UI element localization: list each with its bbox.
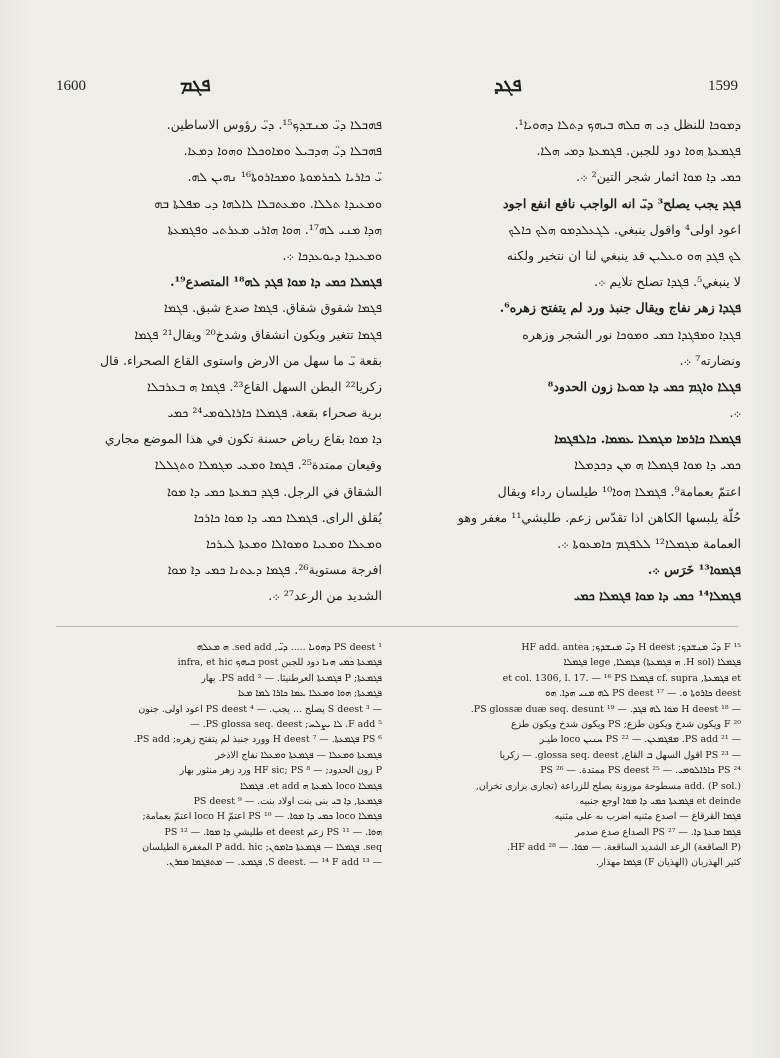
text-line: اعود اولى⁴ واقول ينبغي. ܠܓܥܠܕܡܘ ܗܠܟ ܟܐܠܟ xyxy=(508,221,741,237)
text-line: ܀. xyxy=(729,405,741,421)
text-line: ܗܕܐ ܡܢܝ ܠܗ¹⁷. ܗܘܐ ܗܐܪܝ ܡܥܪܬܝ ܘܦܓܡܥܬܐ xyxy=(167,221,382,237)
text-line xyxy=(415,610,741,612)
footnote-line: deest ܟܐܪܘܬܐ ܘ. — ¹⁷ PS deest ܠܗ ܡܢܝ ܗܕܐ. ܗܘ xyxy=(545,688,741,700)
right-headword: ܦܓܕ xyxy=(494,74,522,96)
left-text-column xyxy=(56,112,382,612)
text-line: وقيعان ممتدة²⁵. ܦܓܡܐ ܘܡܥܝ ܡܓܡܠܐ ܘܬܓܠܠܐ xyxy=(154,457,382,473)
text-line: اعتمّ بعمامة⁹. ܦܓܡܠܐ ܗܘܐ¹⁰ طيلسان رداء ويقال xyxy=(497,483,741,499)
text-line: ܠܟ ܦܓܕ ܗܘ ܘܥܠܝܢ قد ينبغي لنا ان نتخير ولكنه xyxy=(506,247,741,263)
footnote-line: P زون الحدود; — ⁸ HF sic; PS ورد زهر منثور بهار xyxy=(179,765,382,777)
text-line: ܦܓܡܠܐ ܟܐܪܡܐ ܡܓܡܠܐ ܥܡܡܐ. ܟܐܠܦܓܡܐ xyxy=(554,431,741,447)
footnote-line: ²⁴ PS ܟܐܪܐܠܘܡܝ. — ²⁵ PS deest ممتدة. — ²⁶ PS xyxy=(540,765,741,777)
footnote-line: ⁵ F add. ܠܐ ܝܨܠܚ; PS glossa seq. deest. — xyxy=(190,718,382,730)
text-line: ܕܡܘܟܐ للنظل ܕܝ ܗ ܩܠܗ ܒܝܗܟ ܕܬܠܐ ܕܗܘܝܐ¹. xyxy=(514,117,741,132)
text-line: ܘܡܥܝܕܐ ܬܠܠܐ. ܘܡܥܬܒܠܐ ܠܐܠܗܐ ܕܝ ܡܦܠܬܐ ܒܗ xyxy=(154,195,382,211)
text-line: ܦܗܒܠܐ ܕܝ̈ ܗܕܒܝܠ ܘܡܐܘܟܠܐ ܘܗܘܐ ܕܡܥܐ. xyxy=(183,143,382,159)
footnote-line: ܦܓܡܠܐ (H sol. ܗ ܦܓܡܥܬܐ) ܦܓܡܠܐ, lege ܦܓܡܠܐ xyxy=(563,657,741,669)
footnote-line: ܦܓܡܠܐ loco ܟܡܝ ܕܐ ܡܘܐ. — ¹⁰ PS اعتمّ loco H اعتمّ بعمامة; xyxy=(142,811,382,823)
footnote-line: (P الصاقعة) الرعد الشديد الساقعة. — ܡܘܐ. — ²⁸ HF add. xyxy=(507,842,741,854)
footnote-line: — ¹³ S deest. — ¹⁴ F add. ܦܓܡܥ. — ܡܬܦܓܡܐ ܡܘܪܢ. xyxy=(166,857,382,869)
text-line: ܝ̈ ܟܐܪܝܐ ܠܟܪܡܘܬܐ ܘܡܟܐܪܘܬܐ¹⁶ ܢܗܝܢ ܠܗ. xyxy=(187,169,382,185)
text-line: برية صحراء بقعة. ܦܓܡܠܐ ܟܐܪܐܠܘܡܝ²⁴ ܟܡܝ xyxy=(167,405,382,421)
left-headword: ܦܓܡ xyxy=(180,74,211,96)
text-line: ܦܓܡܘܐ¹³ خَرَس ܀. xyxy=(647,562,741,578)
footnote-line: — ²³ PS اقول السهل ܒ القاع, glossa seq. deest. — زكريا xyxy=(499,749,741,761)
footnote-line: ܦܓܡܐ القرقاع — اصدع مثنيه اضرب به على مثنيه xyxy=(554,811,741,823)
footnote-line: add. (P sol.) مسطوحة موزونة يصلح للزراعة (تجارى برارى تخران, xyxy=(475,780,741,792)
text-line: لا ينبغي⁵. ܦܓܕܐ تصلح تلايم ܀. xyxy=(593,274,741,290)
footnote-line: ܦܓܡܥܬܐ ܘܡܥܠܐ — ܦܓܡܥܬܐ ܘܡܥܠܐ نفاج الاذخر xyxy=(215,749,382,761)
text-line: بقعة ܝ̈ ما سهل من الارض واستوى القاع الصحراء. قال xyxy=(100,352,382,368)
footnote-line: ܦܓܡܥܬܐ; ܗܘܐ ܘܡܥܠܐ ܥܡܐ ܟܐܪܐ ܠܡܐ ܡܥܐ xyxy=(237,688,382,700)
text-line: ܦܗܒܠܐ ܕܝ̈ ܡܢܫܕܟ¹⁵. ܕܝ̈ رؤوس الاساطين. xyxy=(166,117,382,132)
footnote-line: ¹⁵ F ܕܝ̈ ܡܢܫܕܟ; H deest ܕܝ̈ ܡܢܫܕܟ; HF add. antea xyxy=(521,642,741,653)
footnote-line: ²⁰ F ويكون شدخ ويكون طزع; PS ويكون شدخ ويكون طزع xyxy=(510,718,741,730)
right-page-number: 1599 xyxy=(708,78,738,94)
right-text-column xyxy=(415,112,741,612)
text-line: ܕܐ ܡܘܐ بقاع رياض حسنة تكون في هذا الموضع مجاري xyxy=(104,431,382,447)
text-line: ܦܓܡܐ شقوق شقاق. ܦܓܡܐ صدع شبق. ܦܓܡܐ xyxy=(163,300,382,316)
text-line: ܘܡܥܠܐ ܘܡܥܝܐ ܘܡܘܐܠܐ ܘܡܥܬܐ ܠܝܪܟܐ xyxy=(206,536,382,551)
footnote-line: ܦܓܡܐ ܡܥܬܐ ܕܐ. — ²⁷ PS الصداع صدع صدمر xyxy=(575,826,741,838)
text-line xyxy=(56,610,382,612)
footnote-line: ܦܓܡܥܬܐ, ܕܐ ܒܝ بنى بنت اولاد بنت. — ⁹ PS deest xyxy=(193,795,382,807)
running-head xyxy=(56,66,738,96)
footnote-line: ܦܓܡܠܐ loco ܠܡܥܬܐ ܗ et add. ܦܓܡܠܐ xyxy=(240,780,382,792)
left-footnotes xyxy=(56,640,382,1020)
text-line: ܦܓܡܐ تتغير ويكون انشقاق وشدخ²⁰ ويقال²¹ ܦܓܡܐ xyxy=(134,326,382,342)
footnote-line: et deinde ܦܓܡܥܬܐ ܟܡܝ ܕܐ ܡܘܐ اوجع جنبيه xyxy=(579,795,741,807)
footnote-line: — ¹⁸ H deest ܡܘܐ ܠܗ ܦܓܕ. — ¹⁹ PS glossæ duæ seq. desunt. xyxy=(470,703,741,715)
text-line: العمامة ܡܓܡܠܐ¹² ܠܠܦܓܡ ܟܐܡܥܘܬܐ ܀. xyxy=(557,536,741,551)
text-line: ܦܓܡܥܬܐ ܗܘܐ دود للجبن. ܦܓܡܥܬܐ ܕܡܝ ܗܠܐ. xyxy=(536,143,741,159)
text-line: الشقاق في الرجل. ܦܓܕ ܒܡܥܬܐ ܟܡܝ ܕܐ ܡܘܐ xyxy=(167,483,382,499)
footnote-line: ܗܘܐ. — ¹¹ PS زعم et deest طليشي ܕܐ ܡܘܐ. — ¹² PS xyxy=(164,826,382,838)
footnote-line: ܦܓܡܥܬܐ; P ܦܓܡܥܬܐ العرطنيثا. — ² PS add. بهار xyxy=(201,672,382,684)
text-line: ܦܓܕ يجب يصلح³ ܕܝ̈ انه الواجب نافع انفع اجود xyxy=(502,195,741,211)
text-line: ونضارته⁷ ܀. xyxy=(679,352,741,368)
footnote-line: et ܦܓܡܥܬܐ, cf. supra ܦܓܡܠܐ et col. 1306, l. 17. — ¹⁶ PS xyxy=(502,672,741,684)
text-line: ܦܓܡܠܐ¹⁴ ܟܡܝ ܕܐ ܡܘܐ ܦܓܡܠܐ ܟܡܝ xyxy=(573,588,741,604)
text-line: حُلّة يلبسها الكاهن اذا تقدّس زعم. طليشي¹¹ مغفر وهو xyxy=(457,509,741,525)
text-line: يُقلق الراى. ܦܓܡܠܐ ܟܡܝ ܕܐ ܡܘܐ ܟܐܪܟܐ xyxy=(193,509,382,525)
footnote-separator xyxy=(56,626,738,627)
text-line: افرجة مستوية²⁶. ܦܓܡܐ ܕܥܬܢܐ ܟܡܝ ܕܐ ܡܘܐ xyxy=(167,562,382,578)
footnote-line: seq. ܦܓܡܠܐ — ܦܓܡܥܬܐ ܟܐܡܘܢ; P add. hic المغفرة الطيلسان xyxy=(142,842,382,854)
footnote-line: — ²¹ PS add. ܡܦܓܡܥܢ. — ²² PS ܚܢܝܢ loco طيـر xyxy=(539,734,741,746)
text-line: زكريا²² البطن السهل القاع²³. ܦܓܡܐ ܗ ܒܥܪܒܠܐ xyxy=(147,378,382,394)
text-line: ܦܓܕܐ زهر نفاج ويقال جنبذ ورد لم يتفتح زهره⁶. xyxy=(499,300,741,316)
footnote-line: كثير الهذربان (الهذيان F) ܦܓܡܐ مهذار. xyxy=(595,857,741,869)
text-line: ܦܓܡܠܐ ܟܡܝ ܕܐ ܡܘܐ ܦܓܕ ܠܗ¹⁸ المتصدع¹⁹. xyxy=(170,274,382,290)
text-line: ܟܡܝ ܕܐ ܡܘܐ ܦܓܡܠܐ ܗ ܡܢ ܕܟܕܡܠܐ xyxy=(574,457,741,473)
text-line: ܦܓܕܐ ܘܡܦܓܕܐ ܟܡܝ ܘܡܘܟܐ نور الشجر وزهره xyxy=(522,326,741,342)
text-line: ܘܡܥܝܕܐ ܕܝܘܥܕܟܐ ܀. xyxy=(282,247,382,263)
right-footnotes xyxy=(415,640,741,1020)
text-line: ܦܓܠܐ ܘܐܓܡ ܟܡܝ ܕܐ ܡܘܥܐ زون الحدود⁸ xyxy=(547,378,741,394)
footnote-line: ܦܓܡܥܬܐ ܟܡܝ ܗܢܐ دود للجبن post ܒܝܗܟ infra, et hic xyxy=(177,657,382,669)
left-page-number: 1600 xyxy=(56,78,86,94)
footnote-line: — ³ S deest يصلح ... يجب. — ⁴ PS deest اعود اولى. جنون xyxy=(138,703,382,715)
footnote-line: ¹ PS deest ܕܗܘܝܐ ..... ܕܝ̈, sed add. ܗ ܡܥܠܗ xyxy=(196,642,382,653)
text-line: الشديد من الرعد²⁷ ܀. xyxy=(268,588,382,604)
text-line: ܟܡܝ ܕܐ ܡܘܐ اثمار شجر التين² ܀. xyxy=(576,169,741,185)
footnote-line: ⁶ PS ܦܓܡܥܬܐ. — ⁷ H deest وورد جنبذ لم يتفتح زهره; PS add. xyxy=(133,734,382,746)
